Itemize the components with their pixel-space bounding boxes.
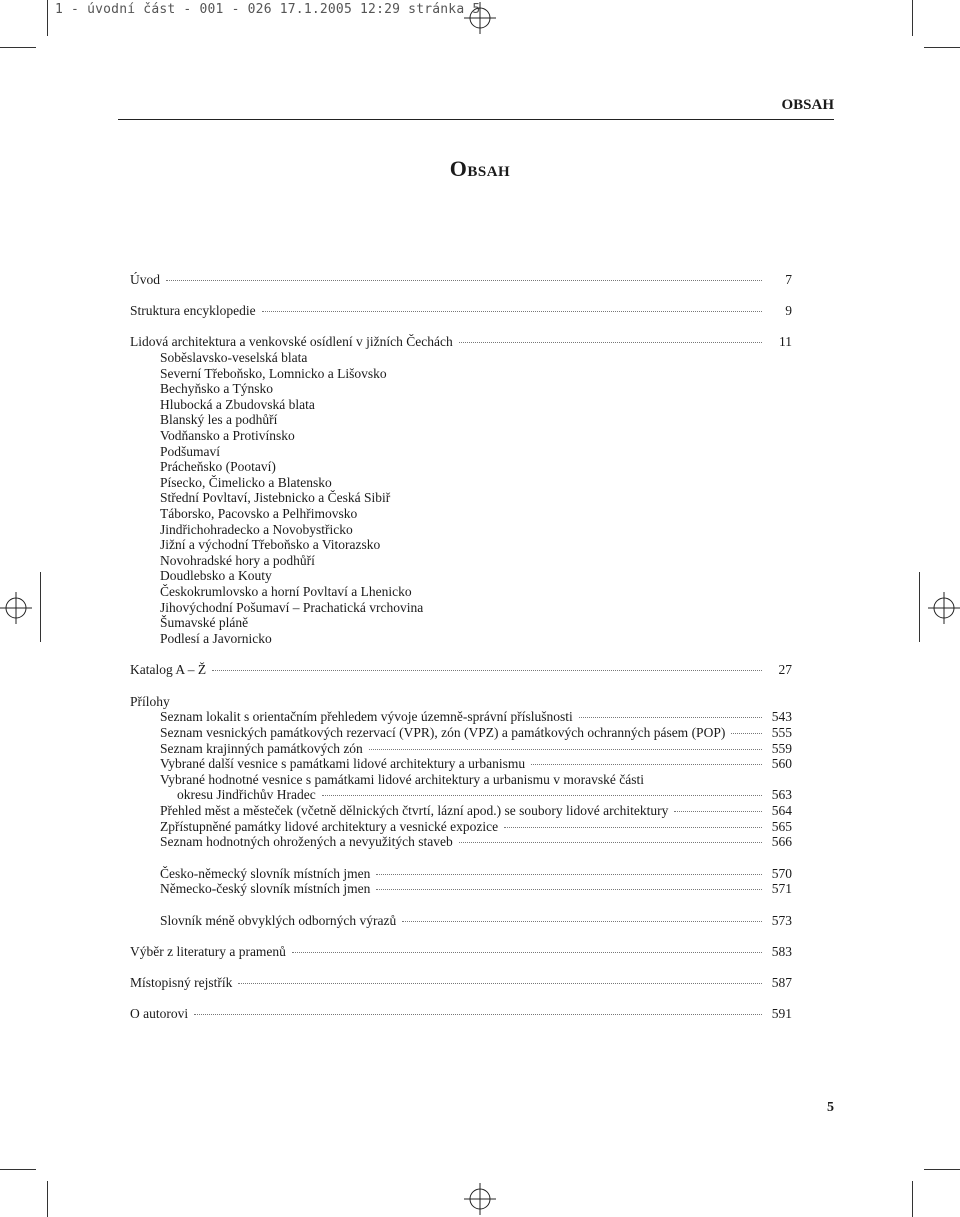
toc-entry-page: 560 [771, 756, 792, 771]
toc-subentry[interactable] [160, 881, 792, 897]
toc-entry-page: 566 [771, 834, 792, 849]
toc-subentry[interactable] [160, 756, 792, 772]
toc-entry-title: Místopisný rejstřík [130, 975, 233, 990]
toc-subentry[interactable] [160, 725, 792, 741]
toc-entry-title: Seznam krajinných památkových zón [160, 741, 363, 756]
crop-mark [919, 572, 920, 642]
toc-subentry[interactable] [160, 913, 792, 929]
dot-leader [292, 952, 762, 953]
dot-leader [376, 874, 762, 875]
toc-entry-title: Lidová architektura a venkovské osídlení v jižních Čechách [130, 334, 453, 349]
dot-leader [322, 795, 762, 796]
toc-subentry[interactable]: Šumavské pláně [160, 615, 249, 630]
toc-subentry[interactable]: Doudlebsko a Kouty [160, 568, 272, 583]
crop-mark [47, 0, 48, 36]
toc-entry-page: 573 [771, 913, 792, 928]
crop-mark [0, 47, 36, 48]
dot-leader [376, 889, 762, 890]
dot-leader [459, 842, 762, 843]
toc-entry-page: 571 [771, 881, 792, 896]
toc-subentry[interactable]: Novohradské hory a podhůří [160, 553, 315, 568]
toc-subentry[interactable]: Hlubocká a Zbudovská blata [160, 397, 315, 412]
toc-subentry[interactable]: Podšumaví [160, 444, 221, 459]
toc-entry-page: 565 [771, 819, 792, 834]
dot-leader [459, 342, 762, 343]
dot-leader [504, 827, 762, 828]
dot-leader [674, 811, 762, 812]
toc-entry-title: Přehled měst a městeček (včetně dělnických čtvrtí, lázní apod.) se soubory lidové architektury [160, 803, 669, 818]
toc-entry-page: 564 [771, 803, 792, 818]
toc-subentry[interactable]: Podlesí a Javornicko [160, 631, 272, 646]
toc-entry-page: 563 [771, 787, 792, 802]
toc-subentry-continuation[interactable] [177, 787, 792, 803]
dot-leader [166, 280, 762, 281]
dot-leader [238, 983, 762, 984]
toc-entry-page: 7 [785, 272, 792, 287]
dot-leader [731, 733, 762, 734]
toc-entry-title: Struktura encyklopedie [130, 303, 256, 318]
print-slug: 1 - úvodní část - 001 - 026 17.1.2005 12:29 stránka 5 [55, 2, 481, 17]
dot-leader [369, 749, 762, 750]
toc-subentry[interactable]: Českokrumlovsko a horní Povltaví a Lhenicko [160, 584, 412, 599]
crop-mark [0, 1169, 36, 1170]
crop-mark [912, 0, 913, 36]
toc-entry-title: Seznam lokalit s orientačním přehledem vývoje územně-správní příslušnosti [160, 709, 573, 724]
toc-subentry[interactable] [160, 803, 792, 819]
crop-mark [924, 1169, 960, 1170]
toc-subentry[interactable]: Blanský les a podhůří [160, 412, 278, 427]
toc-subentry[interactable]: Táborsko, Pacovsko a Pelhřimovsko [160, 506, 358, 521]
page-title: Obsah [449, 156, 511, 181]
toc-entry-title: Katalog A – Ž [130, 662, 207, 677]
toc-entry-page: 559 [771, 741, 792, 756]
dot-leader [531, 764, 762, 765]
toc-entry[interactable] [130, 272, 792, 288]
toc-entry-page: 583 [771, 944, 792, 959]
crop-mark [40, 572, 41, 642]
toc-subentry[interactable]: Vybrané hodnotné vesnice s památkami lidové architektury a urbanismu v moravské části [160, 772, 644, 787]
header-rule [118, 119, 834, 120]
toc-subentry[interactable]: Písecko, Čimelicko a Blatensko [160, 475, 332, 490]
toc-subentry[interactable] [160, 741, 792, 757]
toc-entry-title: Vybrané další vesnice s památkami lidové architektury a urbanismu [160, 756, 526, 771]
toc-entry-title: okresu Jindřichův Hradec [177, 787, 316, 802]
toc-section-heading: Přílohy [130, 694, 170, 709]
registration-mark-icon [928, 592, 960, 624]
toc-subentry[interactable]: Prácheňsko (Pootaví) [160, 459, 276, 474]
toc-entry[interactable] [130, 303, 792, 319]
toc-entry-page: 591 [771, 1006, 792, 1021]
toc-subentry[interactable] [160, 866, 792, 882]
toc-entry[interactable] [130, 975, 792, 991]
page-number: 5 [827, 1100, 834, 1115]
dot-leader [579, 717, 762, 718]
toc-entry-page: 555 [771, 725, 792, 740]
toc-entry-title: Česko-německý slovník místních jmen [160, 866, 371, 881]
toc-subentry[interactable]: Bechyňsko a Týnsko [160, 381, 273, 396]
crop-mark [924, 47, 960, 48]
toc-entry-title: Slovník méně obvyklých odborných výrazů [160, 913, 397, 928]
toc-subentry[interactable]: Jindřichohradecko a Novobystřicko [160, 522, 353, 537]
toc-subentry[interactable]: Střední Povltaví, Jistebnicko a Česká Sibiř [160, 490, 391, 505]
toc-entry[interactable] [130, 944, 792, 960]
toc-entry-page: 11 [779, 334, 792, 349]
toc-subentry[interactable] [160, 834, 792, 850]
dot-leader [212, 670, 762, 671]
toc-subentry[interactable]: Jižní a východní Třeboňsko a Vitorazsko [160, 537, 381, 552]
toc-entry-page: 570 [771, 866, 792, 881]
crop-mark [912, 1181, 913, 1217]
toc-entry-title: Zpřístupněné památky lidové architektury a vesnické expozice [160, 819, 499, 834]
toc-entry-title: Výběr z literatury a pramenů [130, 944, 286, 959]
registration-mark-icon [0, 592, 32, 624]
toc-subentry[interactable]: Vodňansko a Protivínsko [160, 428, 295, 443]
toc-subentry[interactable] [160, 709, 792, 725]
toc-entry[interactable] [130, 1006, 792, 1022]
toc-entry-page: 587 [771, 975, 792, 990]
toc-entry-title: Seznam vesnických památkových rezervací (VPR), zón (VPZ) a památkových ochranných pásem (POP) [160, 725, 726, 740]
toc-subentry[interactable]: Severní Třeboňsko, Lomnicko a Lišovsko [160, 366, 387, 381]
toc-subentry[interactable]: Jihovýchodní Pošumaví – Prachatická vrchovina [160, 600, 424, 615]
toc-subentry[interactable]: Soběslavsko-veselská blata [160, 350, 308, 365]
toc-entry-page: 543 [771, 709, 792, 724]
dot-leader [402, 921, 762, 922]
toc-entry[interactable] [130, 662, 792, 678]
toc-entry-page: 9 [785, 303, 792, 318]
registration-mark-icon [464, 2, 496, 34]
dot-leader [194, 1014, 762, 1015]
toc-subentry[interactable] [160, 819, 792, 835]
toc-entry-title: Seznam hodnotných ohrožených a nevyužitých staveb [160, 834, 453, 849]
toc-entry[interactable] [130, 334, 792, 350]
running-header: OBSAH [781, 97, 834, 113]
toc-entry-title: Úvod [130, 272, 160, 287]
registration-mark-icon [464, 1183, 496, 1215]
toc-entry-page: 27 [778, 662, 792, 677]
crop-mark [47, 1181, 48, 1217]
toc-entry-title: O autorovi [130, 1006, 189, 1021]
dot-leader [262, 311, 762, 312]
toc-entry-title: Německo-český slovník místních jmen [160, 881, 371, 896]
